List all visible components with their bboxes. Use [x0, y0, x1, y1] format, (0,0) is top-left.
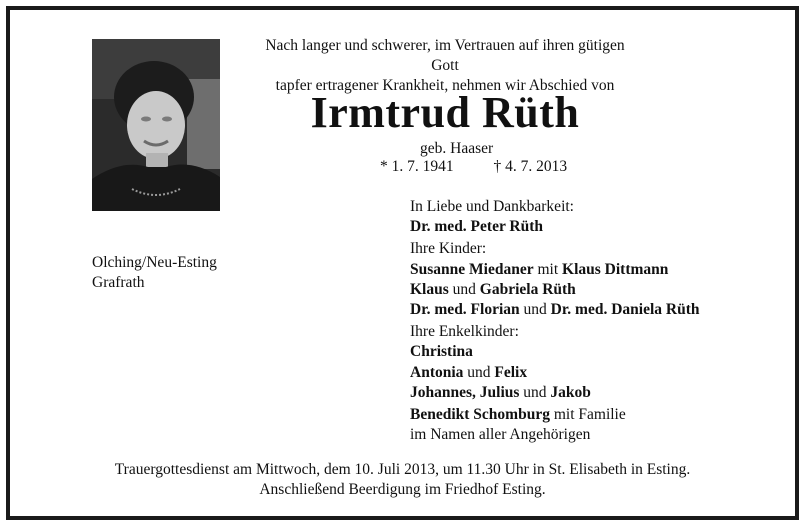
grandchild-name: Johannes, Julius: [410, 383, 520, 401]
child-row: [410, 260, 700, 280]
extra-mourner-suffix: mit Familie: [553, 406, 626, 424]
service-line-1: Trauergottesdienst am Mittwoch, dem 10. Juli 2013, um 11.30 Uhr in St. Elisabeth in Esting.: [114, 461, 691, 478]
place-line-1: Olching/Neu-Esting: [92, 254, 217, 271]
grandchild-name: Felix: [494, 363, 528, 381]
grandchild-row: [410, 363, 700, 383]
intro-line-1: Nach langer und schwerer, im Vertrauen auf ihren gütigen Gott: [265, 37, 625, 74]
grandchild-row: [410, 383, 700, 403]
place-line-2: Grafrath: [92, 274, 145, 291]
connector: und: [452, 280, 476, 298]
child-name: Susanne Miedaner: [410, 260, 534, 278]
connector: und: [467, 363, 491, 381]
grandchild-name: Christina: [410, 343, 473, 361]
connector: und: [523, 301, 547, 319]
deceased-name: Irmtrud Rüth: [310, 88, 580, 137]
child-name: Klaus: [410, 280, 449, 298]
grandchild-name: Antonia: [410, 363, 464, 381]
child-name: Dr. med. Florian: [410, 301, 520, 319]
service-line-2: Anschließend Beerdigung im Friedhof Esting.: [259, 481, 546, 498]
extra-mourner-name: Benedikt Schomburg: [410, 406, 550, 424]
extra-mourner: [410, 405, 700, 425]
grandchildren-intro: Ihre Enkelkinder:: [410, 323, 519, 341]
connector: mit: [537, 260, 559, 278]
obituary-card: [6, 6, 799, 520]
service-info: [30, 460, 775, 500]
children-intro: Ihre Kinder:: [410, 240, 487, 258]
partner-name: Klaus Dittmann: [562, 260, 669, 278]
born-name: geb. Haaser: [420, 140, 494, 157]
partner-name: Gabriela Rüth: [479, 280, 576, 298]
closing-line: im Namen aller Angehörigen: [410, 426, 591, 444]
birth-date: * 1. 7. 1941: [380, 158, 454, 175]
intro-line-2: tapfer ertragener Krankheit, nehmen wir Abschied von: [275, 77, 615, 94]
grandchild-name: Jakob: [550, 383, 591, 401]
child-row: [410, 280, 700, 300]
child-row: [410, 300, 700, 320]
place-of-residence: [92, 253, 217, 293]
death-date: † 4. 7. 2013: [493, 158, 568, 175]
life-dates: [380, 158, 567, 176]
connector: und: [523, 383, 547, 401]
mourners-list: [410, 197, 700, 445]
partner-name: Dr. med. Daniela Rüth: [550, 301, 700, 319]
spouse-intro: In Liebe und Dankbarkeit:: [410, 198, 574, 215]
portrait-photo: [92, 39, 220, 211]
spouse-name: Dr. med. Peter Rüth: [410, 218, 544, 236]
